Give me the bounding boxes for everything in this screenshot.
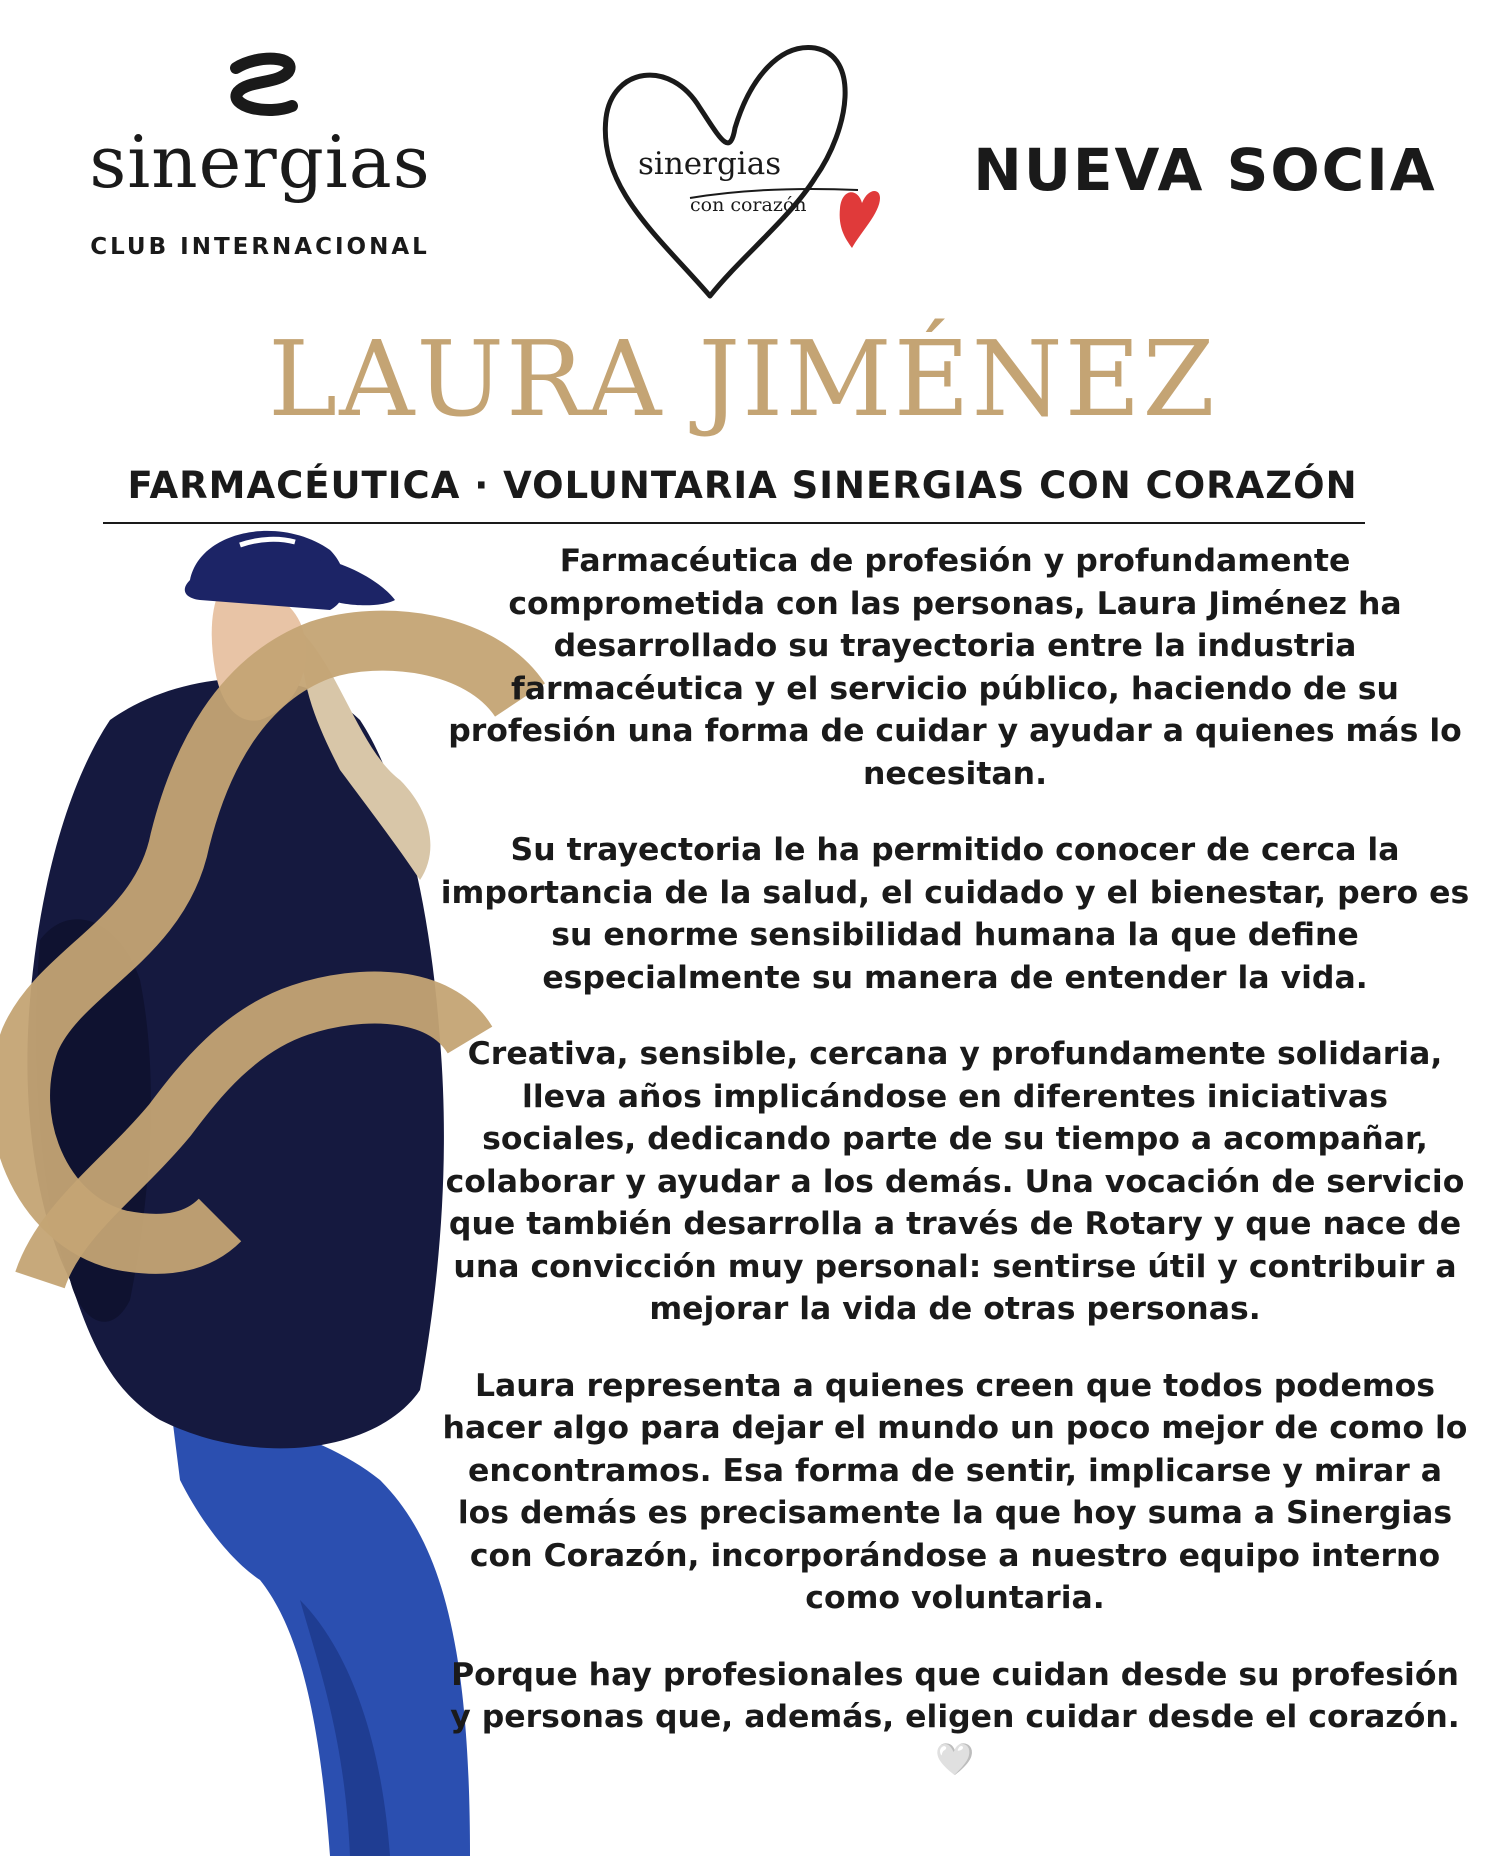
bio-paragraph-2: Su trayectoria le ha permitido conocer de cerca la importancia de la salud, el cuidado y el bienestar, pero es su enorme sensibilidad humana la que define especialmente su manera de entender la vida. [440, 832, 1470, 996]
member-name: LAURA JIMÉNEZ [268, 318, 1217, 440]
logo-wordmark: sinergias [89, 120, 431, 204]
sinergias-logo-icon [218, 50, 308, 122]
logo-subtitle: CLUB INTERNACIONAL [90, 234, 430, 260]
bio-paragraph-3: Creativa, sensible, cercana y profundamente solidaria, lleva años implicándose en diferentes iniciativas sociales, dedicando parte de su tiempo a acompañar, colaborar y ayudar a los demás. Una vocación de servicio que también desarrolla a través de Rotary y que nace de una convicción muy personal: sentirse útil y contribuir a mejorar la vida de otras personas. [445, 1036, 1465, 1327]
nueva-socia-tag: NUEVA SOCIA [973, 136, 1437, 204]
heart-logo-sub: con corazón [690, 194, 807, 216]
member-role: FARMACÉUTICA · VOLUNTARIA SINERGIAS CON CORAZÓN [127, 464, 1358, 507]
sinergias-logo [80, 50, 440, 280]
heart-logo-word: sinergias [638, 146, 782, 182]
heart-logo [590, 38, 890, 308]
bio-paragraph-5: Porque hay profesionales que cuidan desde su profesión y personas que, además, eligen cuidar desde el corazón. 🤍 [450, 1656, 1460, 1778]
bio-paragraph-4: Laura representa a quienes creen que todos podemos hacer algo para dejar el mundo un poco mejor de como lo encontramos. Esa forma de sentir, implicarse y mirar a los demás es precisamente la que hoy suma a Sinergias con Corazón, incorporándose a nuestro equipo interno como voluntaria. [442, 1367, 1468, 1616]
bio [440, 540, 1470, 1815]
bio-paragraph-1: Farmacéutica de profesión y profundamente comprometida con las personas, Laura Jiménez ha desarrollado su trayectoria entre la industria farmacéutica y el servicio público, haciendo de su profesión una forma de cuidar y ayudar a quienes más lo necesitan. [448, 543, 1462, 792]
